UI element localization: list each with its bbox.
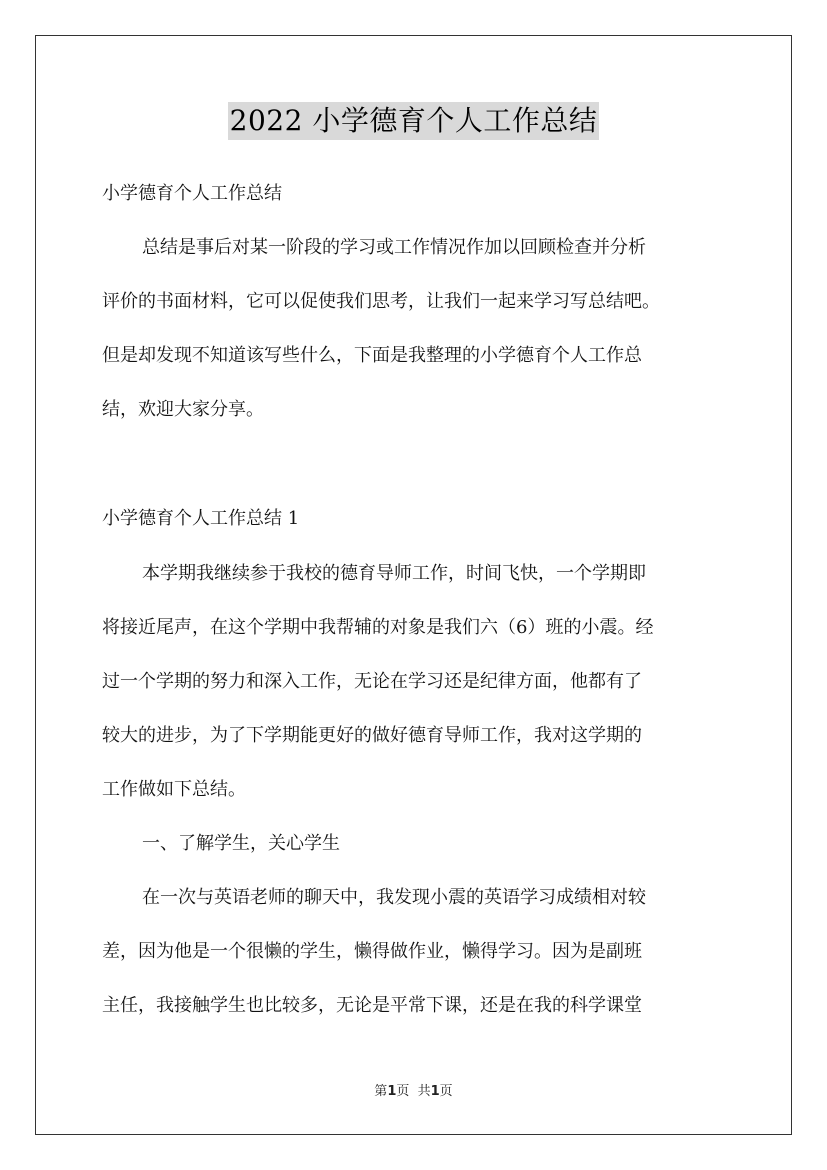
footer-page-number: 1	[387, 1084, 397, 1099]
page-footer	[0, 1083, 827, 1101]
body-line: 将接近尾声，在这个学期中我帮辅的对象是我们六（6）班的小震。经	[102, 617, 654, 638]
footer-suffix: 页	[439, 1084, 453, 1099]
footer-total-number: 1	[430, 1084, 440, 1099]
document-title: 2022 小学德育个人工作总结	[228, 102, 600, 140]
body-line: 工作做如下总结。	[102, 779, 246, 800]
body-line: 主任，我接触学生也比较多，无论是平常下课，还是在我的科学课堂	[102, 995, 642, 1016]
subtitle: 小学德育个人工作总结	[102, 183, 282, 204]
intro-line: 结，欢迎大家分享。	[102, 399, 264, 420]
intro-line: 评价的书面材料，它可以促使我们思考，让我们一起来学习写总结吧。	[102, 291, 660, 312]
intro-line: 但是却发现不知道该写些什么，下面是我整理的小学德育个人工作总	[102, 345, 642, 366]
footer-prefix: 第	[374, 1084, 388, 1099]
section-title: 小学德育个人工作总结 1	[102, 508, 300, 529]
body-line: 较大的进步，为了下学期能更好的做好德育导师工作，我对这学期的	[102, 725, 642, 746]
body-line: 过一个学期的努力和深入工作，无论在学习还是纪律方面，他都有了	[102, 671, 642, 692]
heading-1: 一、了解学生，关心学生	[142, 833, 340, 854]
footer-middle: 页 共	[396, 1084, 431, 1099]
body-line: 在一次与英语老师的聊天中，我发现小震的英语学习成绩相对较	[142, 887, 646, 908]
body-line: 差，因为他是一个很懒的学生，懒得做作业，懒得学习。因为是副班	[102, 941, 642, 962]
intro-line: 总结是事后对某一阶段的学习或工作情况作加以回顾检查并分析	[142, 237, 646, 258]
body-line: 本学期我继续参于我校的德育导师工作，时间飞快，一个学期即	[142, 563, 646, 584]
title-wrap	[0, 102, 827, 140]
